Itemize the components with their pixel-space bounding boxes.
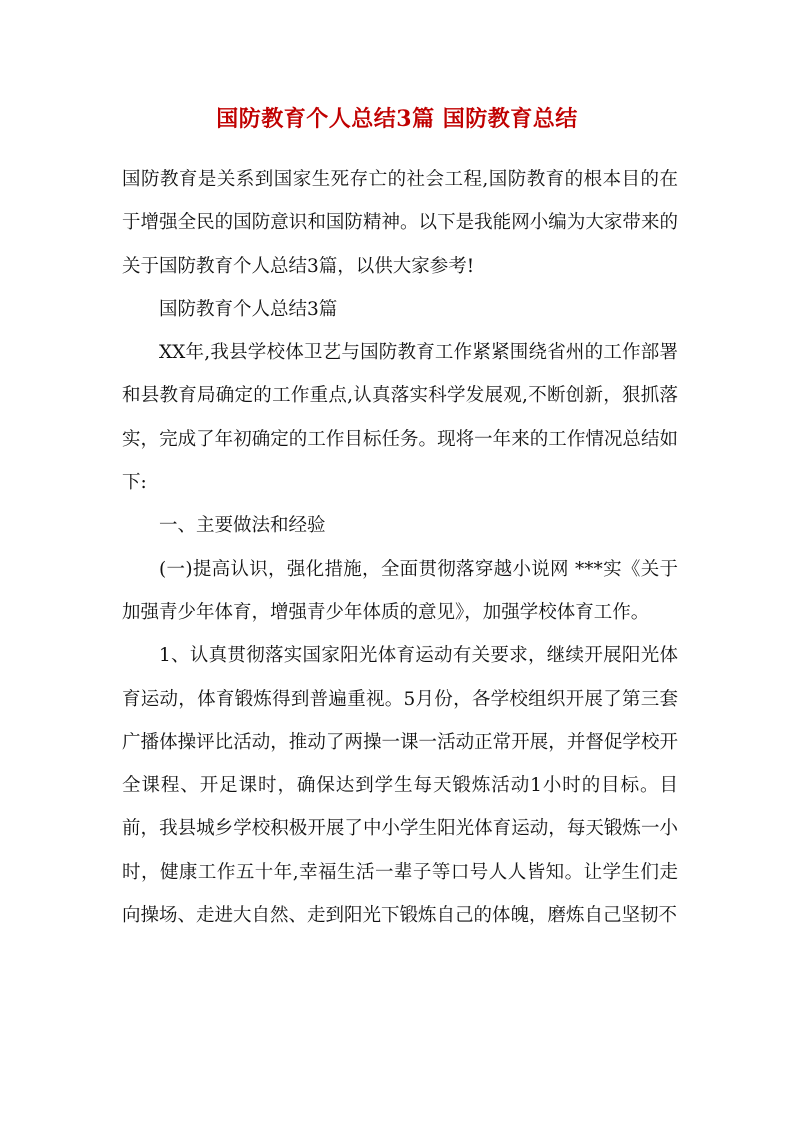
body-paragraph: (一)提高认识，强化措施，全面贯彻落穿越小说网 ***实《关于加强青少年体育，增强青少年体质的意见》，加强学校体育工作。	[122, 558, 678, 623]
intro-paragraph: 国防教育是关系到国家生死存亡的社会工程,国防教育的根本目的在于增强全民的国防意识和国防精神。以下是我能网小编为大家带来的关于国防教育个人总结3篇，以供大家参考!	[122, 169, 678, 277]
subsection-heading: 一、主要做法和经验	[159, 515, 326, 537]
document-title: 国防教育个人总结3篇 国防教育总结	[216, 106, 578, 132]
body-paragraph: 1、认真贯彻落实国家阳光体育运动有关要求，继续开展阳光体育运动，体育锻炼得到普遍重视。5月份，各学校组织开展了第三套广播体操评比活动，推动了两操一课一活动正常开展，并督促学校开全课程、开足课时，确保达到学生每天锻炼活动1小时的目标。目前，我县城乡学校积极开展了中小学生阳光体育运动，每天锻炼一小时，健康工作五十年,幸福生活一辈子等口号人人皆知。让学生们走向操场、走进大自然、走到阳光下锻炼自己的体魄，磨炼自己坚韧不	[122, 645, 678, 927]
section-heading: 国防教育个人总结3篇	[159, 298, 338, 320]
body-paragraph: XX年,我县学校体卫艺与国防教育工作紧紧围绕省州的工作部署和县教育局确定的工作重点,认真落实科学发展观,不断创新，狠抓落实，完成了年初确定的工作目标任务。现将一年来的工作情况总结如下:	[122, 342, 678, 494]
document-body	[122, 158, 678, 937]
